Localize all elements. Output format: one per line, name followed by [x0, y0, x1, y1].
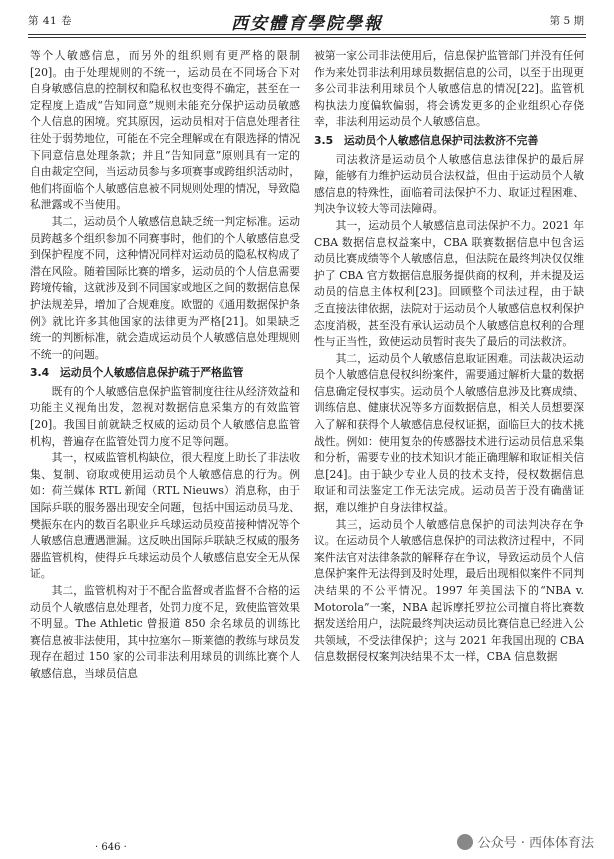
volume-label: 第 41 卷 [28, 15, 73, 27]
watermark [457, 832, 594, 851]
journal-title: 西安體育學院學報 [231, 14, 383, 34]
paragraph: 等个人敏感信息，而另外的组织则有更严格的限制[20]。由于处理规则的不统一，运动员在不同场合下对自身敏感信息的控制权和隐私权也变得不确定，甚至在一定程度上造成“告知同意”规则未能充分保护运动员敏感个人信息的困境。究其原因，运动员相对于信息处理者往往处于弱势地位，可能在不完全理解或在有限选择的情况下同意信息处理条款；并且“告知同意”原则具有一定的自由裁定空间，当运动员参与多项赛事或跨组织活动时，他们将面临个人敏感信息被不同规则处理的情况，导致隐私泄露或不当使用。 [30, 49, 300, 212]
section-heading: 3.5 运动员个人敏感信息保护司法救济不完善 [314, 133, 539, 147]
right-column [314, 48, 584, 840]
paragraph: 司法救济是运动员个人敏感信息法律保护的最后屏障，能够有力维护运动员合法权益，但由于运动员个人敏感信息的特殊性，面临着司法保护不力、取证过程困难、判决争议较大等司法障碍。 [314, 152, 584, 216]
section-heading: 3.4 运动员个人敏感信息保护疏于严格监管 [30, 366, 244, 380]
paragraph: 其三，运动员个人敏感信息保护的司法判决存在争议。在运动员个人敏感信息保护的司法救济过程中，不同案件法官对法律条款的解释存在争议，导致运动员个人信息保护案件无法得到及时处理，最后出现相似案件不同判决结果的不公平情况。1997 年美国法下的“NBA v. Motorola”一案，NBA 起诉摩托罗拉公司擅自将比赛数据发送给用户，法院最终判决运动员比赛信息已经进入公共领域，不受法律保护；这与 2021 年我国出现的 CBA 信息数据侵权案判决结果不太一样，CBA 信息数据 [314, 517, 584, 664]
watermark-text: 公众号 · 西体体育法 [477, 836, 594, 851]
paragraph: 其一，权威监管机构缺位，很大程度上助长了非法收集、复制、窃取或使用运动员个人敏感信息的行为。例如：荷兰媒体 RTL 新闻（RTL Nieuws）消息称，由于国际乒联的服务器出现安全问题，包括中国运动员马龙、樊振东在内的数百名职业乒乓球运动员疫苗接种情况等个人敏感信息遭遇泄漏。这反映出国际乒联缺乏权威的服务器监管机构，使得乒乓球运动员个人敏感信息安全无从保证。 [30, 451, 300, 581]
paragraph: 既有的个人敏感信息保护监管制度往往从经济效益和功能主义视角出发，忽视对数据信息采集方的有效监管[20]。我国目前就缺乏权威的运动员个人敏感信息监管机构，普遍存在监管处罚力度不足等问题。 [30, 384, 300, 448]
paragraph: 被第一家公司非法使用后，信息保护监管部门并没有任何作为来处罚非法利用球员数据信息的公司，以至于出现更多公司非法利用球员个人敏感信息的情况[22]。监管机构执法力度偏软偏弱，将会诱发更多的企业组织心存侥幸，非法利用运动员个人敏感信息。 [314, 49, 584, 129]
paragraph: 其二，运动员个人敏感信息取证困难。司法裁决运动员个人敏感信息侵权纠纷案件，需要通过解析大量的数据信息确定侵权事实。运动员个人敏感信息涉及比赛成绩、训练信息、健康状况等多方面数据信息，相关人员想要深入了解和获得个人敏感信息侵权证据，面临巨大的技术挑战性。例如：使用复杂的传感器技术进行运动员信息采集和分析，需要专业的技术知识才能正确理解和取证相关信息[24]。由于缺少专业人员的技术支持，侵权数据信息取证和司法鉴定工作无法完成。运动员苦于没有确凿证据，难以维护自身法律权益。 [314, 351, 584, 515]
page-header [0, 0, 614, 50]
paragraph: 其二，监管机构对于不配合监督或者监督不合格的运动员个人敏感信息处理者，处罚力度不足，致使监管效果不明显。The Athletic 曾报道 850 余名球员的训练比赛信息被非法使用，其中拉塞尔－斯莱德的教练与球员发现存在超过 150 家的公司非法利用球员的训练比赛个人敏感信息，当球员信息 [30, 584, 300, 680]
paragraph: 其一，运动员个人敏感信息司法保护不力。2021 年 CBA 数据信息权益案中，CBA 联赛数据信息中包含运动员比赛成绩等个人敏感信息，但法院在最终判决仅仅维护了 CBA 官方数据信息服务提供商的权利，并未提及运动员的信息主体权利[23]。回顾整个司法过程，由于缺乏直接法律依据，法院对于运动员个人敏感信息权利保护态度消极，甚至没有承认运动员个人敏感信息权利的合理性与正当性，致使运动员暂时丧失了最后的司法救济。 [314, 218, 584, 349]
page-number: · 646 · [95, 842, 127, 853]
header-rule-thin [28, 37, 586, 38]
header-rule [28, 34, 586, 35]
wechat-icon [457, 834, 473, 850]
left-column [30, 48, 300, 840]
paragraph: 其二，运动员个人敏感信息缺乏统一判定标准。运动员跨越多个组织参加不同赛事时，他们的个人敏感信息受到保护程度不同，这种情况同样对运动员的隐私权构成了潜在风险。随着国际比赛的增多，运动员的个人信息需要跨境传输，这就涉及到不同国家或地区之间的数据信息保护法规差异，增加了合规难度。欧盟的《通用数据保护条例》就比许多其他国家的法律更为严格[21]。如果缺乏统一的判断标准，就会造成运动员个人敏感信息处理规则不统一的问题。 [30, 214, 300, 361]
issue-label: 第 5 期 [549, 15, 584, 27]
